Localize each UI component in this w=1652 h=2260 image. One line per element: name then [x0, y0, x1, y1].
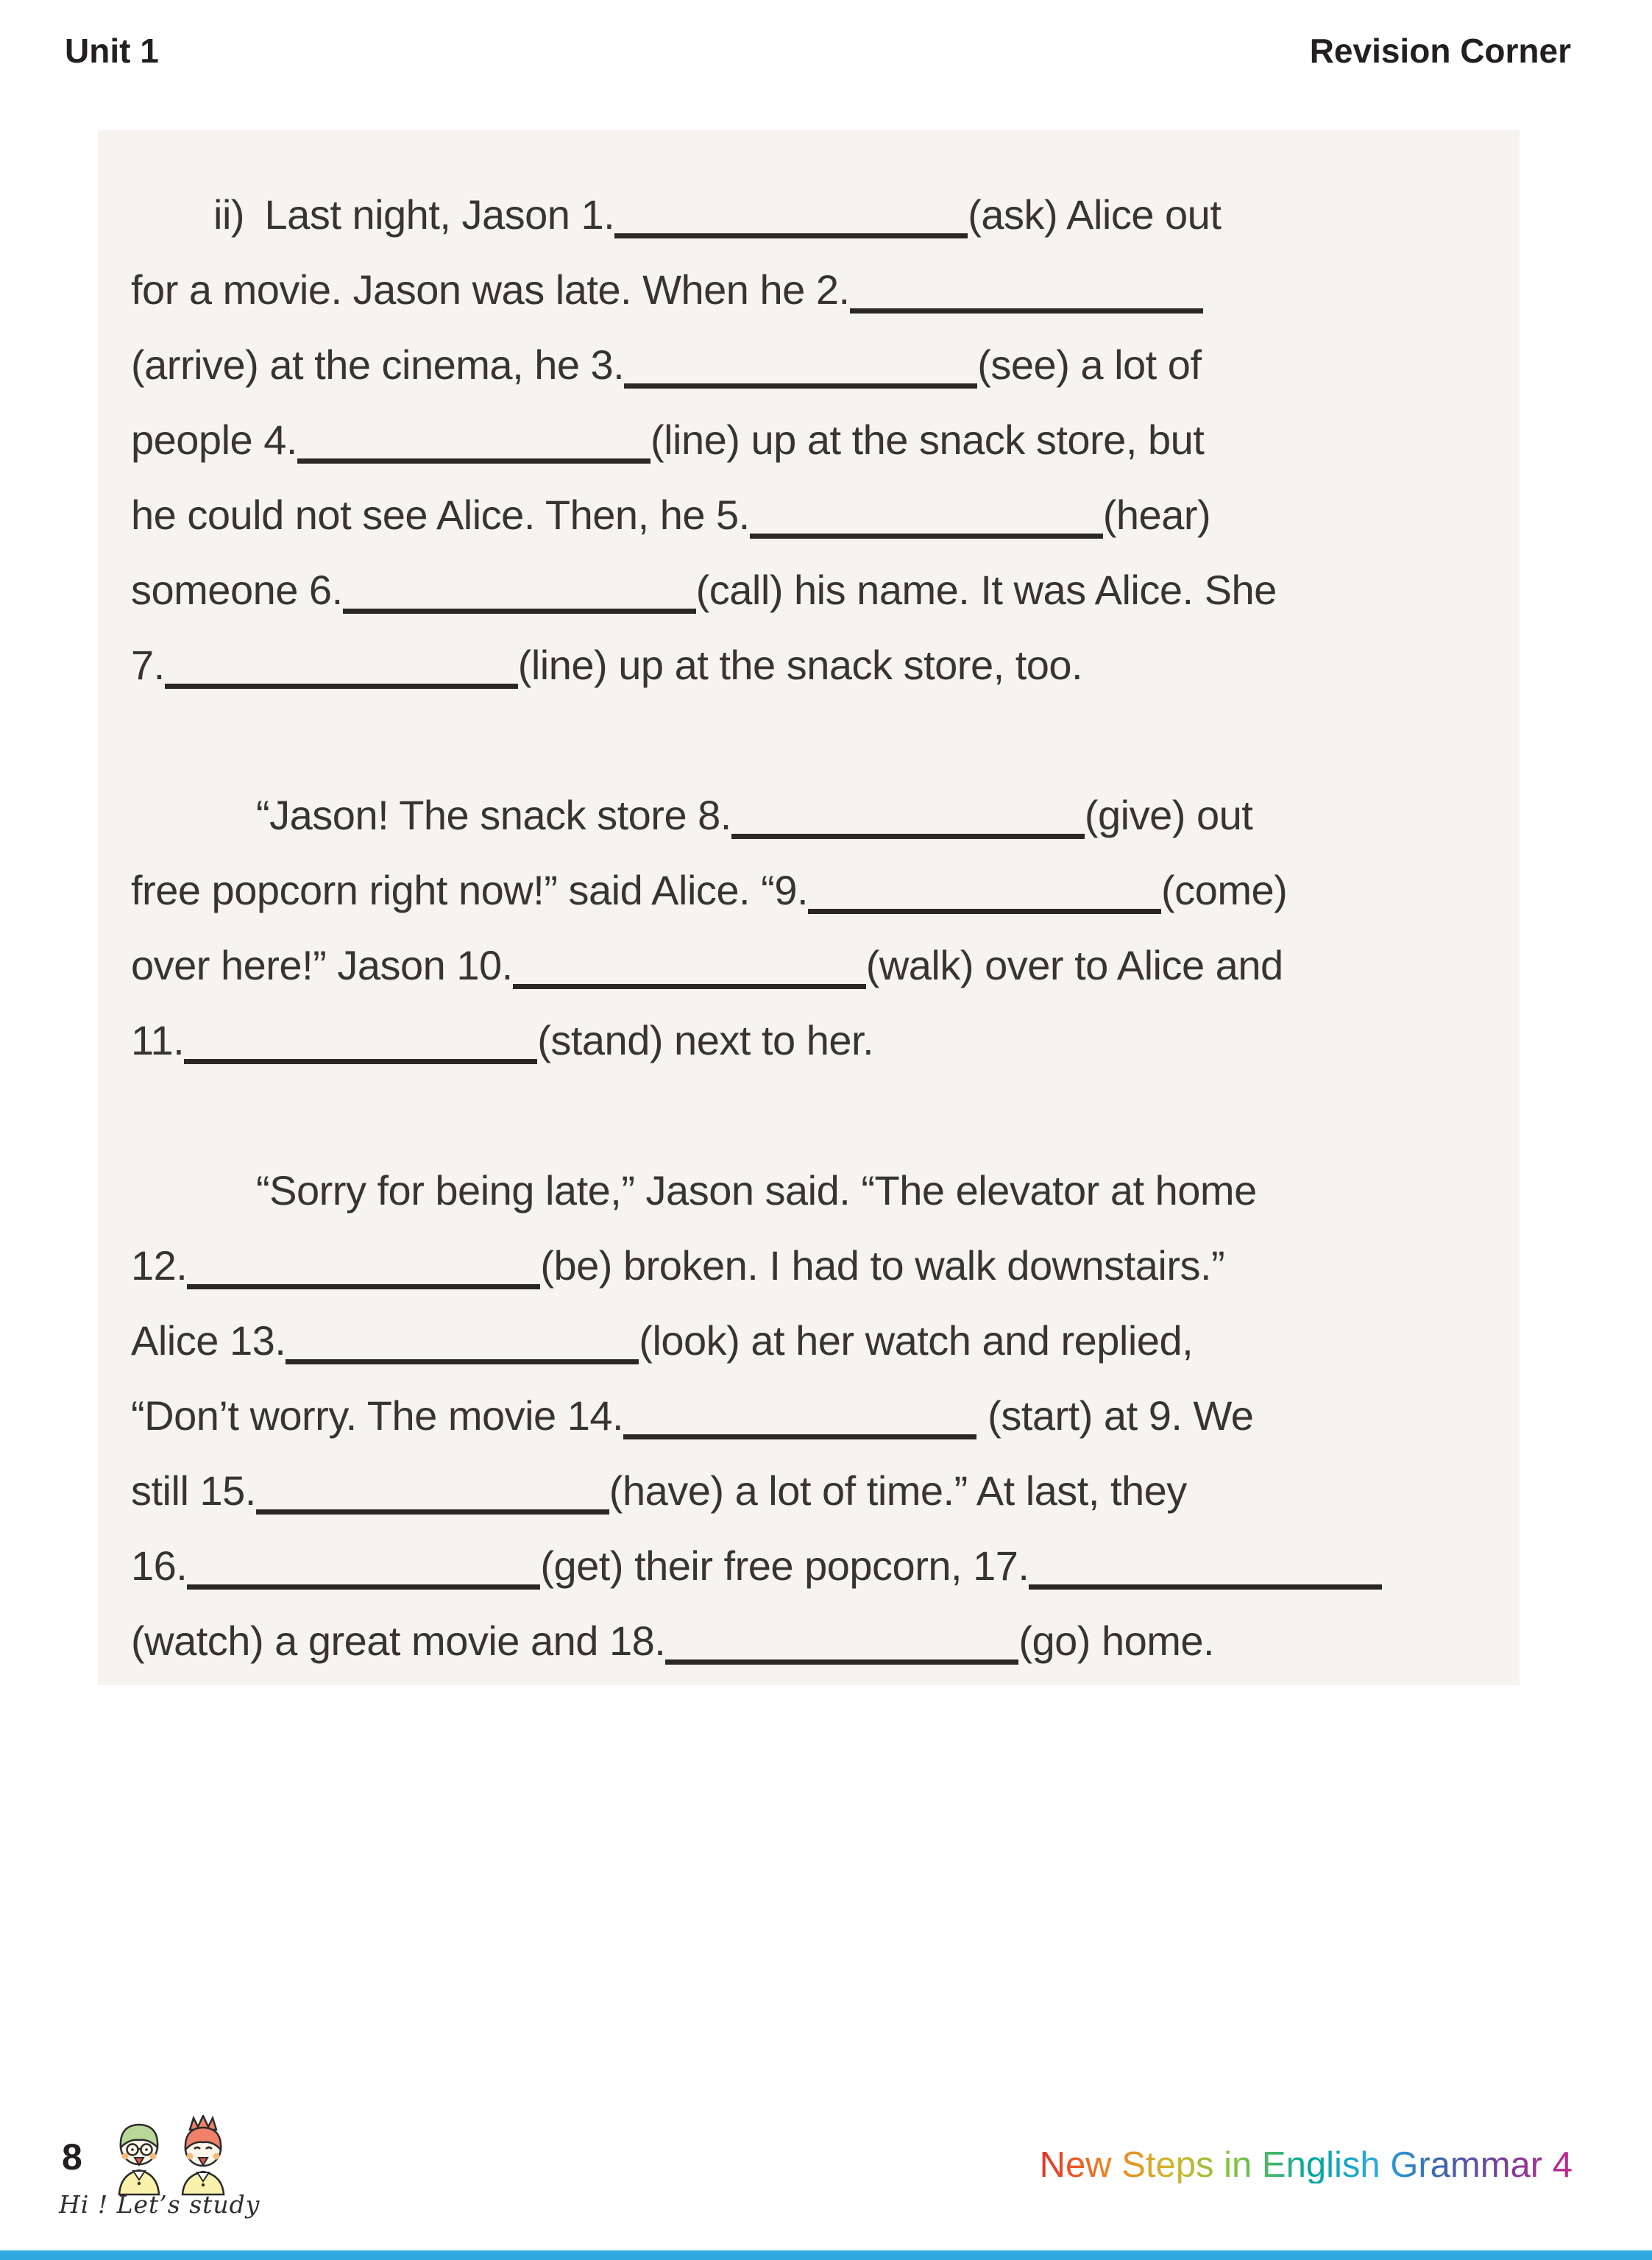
- mascot-illustration: [109, 2115, 240, 2196]
- exercise-text: people 4.: [131, 417, 297, 463]
- exercise-line: [131, 252, 1489, 327]
- series-title: New Steps in English Grammar 4: [1039, 2145, 1573, 2185]
- exercise-text: (get) their free popcorn, 17.: [540, 1542, 1029, 1589]
- mascot-girl: [182, 2116, 224, 2195]
- answer-blank-10: [513, 984, 866, 989]
- exercise-line: [131, 1528, 1489, 1604]
- exercise-line: [131, 1453, 1489, 1528]
- exercise-text: for a movie. Jason was late. When he 2.: [131, 266, 850, 313]
- exercise-text: “Jason! The snack store 8.: [256, 792, 731, 838]
- exercise-text: (line) up at the snack store, but: [650, 417, 1205, 463]
- exercise-text: (watch) a great movie and 18.: [131, 1618, 666, 1664]
- exercise-text: (stand) next to her.: [537, 1017, 874, 1063]
- exercise-text: (hear): [1102, 492, 1211, 538]
- exercise-line: [131, 327, 1489, 403]
- exercise-text: he could not see Alice. Then, he 5.: [131, 492, 750, 538]
- exercise-paragraph: [131, 778, 1489, 1078]
- exercise-panel: [98, 130, 1520, 1685]
- answer-blank-12: [187, 1284, 540, 1289]
- answer-blank-15: [256, 1509, 609, 1515]
- exercise-text: (come): [1161, 867, 1288, 913]
- exercise-text: (call) his name. It was Alice. She: [695, 567, 1277, 613]
- mascot-boy: [119, 2125, 159, 2195]
- answer-blank-2: [850, 308, 1203, 314]
- exercise-line: [131, 778, 1489, 853]
- exercise-line: [131, 478, 1489, 553]
- answer-blank-13: [286, 1359, 639, 1364]
- answer-blank-7: [165, 684, 518, 689]
- exercise-text: (give) out: [1084, 792, 1253, 838]
- exercise-text: ii) Last night, Jason 1.: [213, 191, 615, 238]
- answer-blank-4: [297, 458, 650, 464]
- exercise-line: [131, 628, 1489, 703]
- exercise-line: [131, 1153, 1489, 1228]
- exercise-text: 12.: [131, 1242, 188, 1289]
- exercise-line: [131, 853, 1489, 928]
- exercise-text: “Sorry for being late,” Jason said. “The elevator at home: [256, 1167, 1257, 1214]
- exercise-line: [131, 553, 1489, 628]
- exercise-line: [131, 1003, 1489, 1078]
- exercise-text: still 15.: [131, 1467, 256, 1514]
- answer-blank-3: [624, 383, 977, 389]
- revision-corner-heading: Revision Corner: [1309, 32, 1571, 70]
- exercise-line: [131, 1228, 1489, 1303]
- exercise-text: someone 6.: [131, 567, 343, 613]
- exercise-text: over here!” Jason 10.: [131, 942, 513, 988]
- exercise-text: free popcorn right now!” said Alice. “9.: [131, 867, 809, 913]
- answer-blank-6: [343, 609, 696, 614]
- exercise-text: 11.: [131, 1017, 185, 1063]
- exercise-text: (ask) Alice out: [968, 191, 1222, 238]
- page-number: 8: [62, 2136, 82, 2178]
- exercise-text: 16.: [131, 1542, 188, 1589]
- exercise-text: (see) a lot of: [977, 341, 1202, 388]
- exercise-text: (be) broken. I had to walk downstairs.”: [540, 1242, 1225, 1289]
- exercise-text: (go) home.: [1018, 1618, 1215, 1664]
- exercise-line: [131, 403, 1489, 478]
- exercise-text: “Don’t worry. The movie 14.: [131, 1392, 624, 1439]
- answer-blank-1: [614, 233, 968, 238]
- answer-blank-5: [750, 534, 1103, 539]
- exercise-text: 7.: [131, 642, 165, 688]
- bottom-accent-bar: [0, 2250, 1652, 2260]
- exercise-line: [131, 177, 1489, 252]
- exercise-text: (arrive) at the cinema, he 3.: [131, 341, 625, 388]
- exercise-text: (have) a lot of time.” At last, they: [609, 1467, 1187, 1514]
- exercise-line: [131, 1303, 1489, 1378]
- exercise-text: (start) at 9. We: [976, 1392, 1254, 1439]
- exercise-paragraph: [131, 1153, 1489, 1679]
- exercise-line: [131, 1604, 1489, 1679]
- answer-blank-14: [623, 1434, 976, 1439]
- exercise-line: [131, 928, 1489, 1003]
- mascot-caption: Hi ! Let’s study: [59, 2190, 260, 2219]
- answer-blank-17: [1029, 1584, 1382, 1590]
- exercise-text: Alice 13.: [131, 1317, 286, 1364]
- exercise-text: (walk) over to Alice and: [865, 942, 1283, 988]
- exercise-text: (look) at her watch and replied,: [639, 1317, 1194, 1364]
- answer-blank-11: [184, 1059, 537, 1064]
- answer-blank-18: [665, 1659, 1018, 1665]
- answer-blank-9: [808, 909, 1161, 914]
- exercise-text: (line) up at the snack store, too.: [517, 642, 1083, 688]
- unit-heading: Unit 1: [65, 32, 159, 70]
- exercise-line: [131, 1378, 1489, 1453]
- answer-blank-16: [187, 1584, 540, 1590]
- answer-blank-8: [731, 834, 1085, 839]
- exercise-paragraph: [131, 177, 1489, 703]
